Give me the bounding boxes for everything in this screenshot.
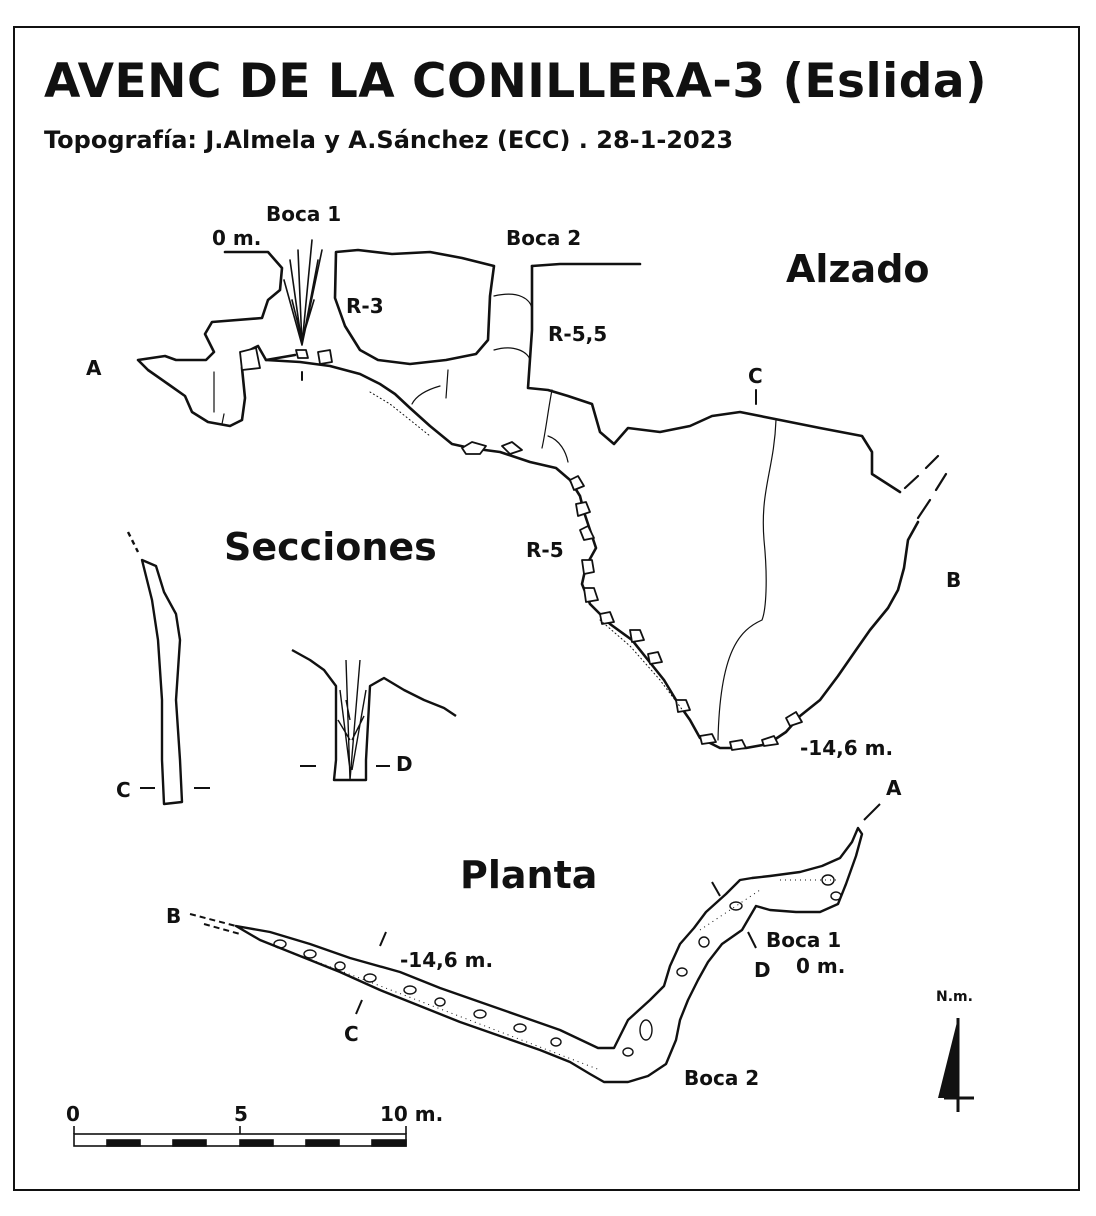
inner-line-r55 xyxy=(494,294,532,360)
section-c-dash xyxy=(128,532,138,552)
label-alzado-a: A xyxy=(86,356,102,380)
vegetation-section-d xyxy=(338,660,366,780)
label-r3: R-3 xyxy=(346,294,384,318)
scale-bar xyxy=(74,1126,406,1146)
label-alzado-bottom-depth: -14,6 m. xyxy=(800,736,894,760)
inner-line-r5 xyxy=(542,390,568,462)
label-planta-b: B xyxy=(166,904,182,928)
plan-tick-a xyxy=(864,804,880,820)
map-title-place: (Eslida) xyxy=(782,54,988,109)
label-planta-boca1-depth: 0 m. xyxy=(796,954,846,978)
surface-line-right xyxy=(528,266,900,492)
view-label-secciones: Secciones xyxy=(224,525,437,569)
vegetation-boca1 xyxy=(284,240,322,345)
north-label: N.m. xyxy=(936,989,973,1005)
label-alzado-b: B xyxy=(946,568,962,592)
scale-label-5: 5 xyxy=(234,1102,248,1126)
map-subtitle: Topografía: J.Almela y A.Sánchez (ECC) . 28-1-2023 xyxy=(44,126,734,154)
dashed-continuation-b xyxy=(905,456,946,518)
plan-dashed-b xyxy=(190,914,240,934)
label-planta-boca2: Boca 2 xyxy=(684,1066,760,1090)
north-arrow-icon xyxy=(938,1018,974,1112)
plan-tick-c2 xyxy=(356,1000,362,1014)
label-planta-boca1: Boca 1 xyxy=(766,928,842,952)
label-boca1-depth: 0 m. xyxy=(212,226,262,250)
view-label-alzado: Alzado xyxy=(786,247,930,291)
surface-line-left xyxy=(138,252,295,426)
section-d-shape xyxy=(292,650,456,780)
label-boca1: Boca 1 xyxy=(266,202,342,226)
label-alzado-c: C xyxy=(748,364,763,388)
section-c-shape xyxy=(142,560,182,804)
plan-tick-d1 xyxy=(712,882,720,896)
surface-top-right xyxy=(532,264,640,266)
map-title: AVENC DE LA CONILLERA-3 (Eslida) xyxy=(44,54,988,109)
scale-label-0: 0 xyxy=(66,1102,80,1126)
plan-tick-c1 xyxy=(380,932,386,946)
alzado-profile xyxy=(138,240,946,750)
label-planta-depth: -14,6 m. xyxy=(400,948,494,972)
label-boca2: Boca 2 xyxy=(506,226,582,250)
label-planta-c: C xyxy=(344,1022,359,1046)
label-section-c: C xyxy=(116,778,131,802)
label-section-d: D xyxy=(396,752,413,776)
label-planta-d: D xyxy=(754,958,771,982)
inner-line-left xyxy=(214,370,448,424)
scale-label-10: 10 m. xyxy=(380,1102,444,1126)
label-r55: R-5,5 xyxy=(548,322,608,346)
label-planta-a: A xyxy=(886,776,902,800)
plan-tick-d2 xyxy=(748,932,756,948)
view-label-planta: Planta xyxy=(460,853,598,897)
inner-line-c xyxy=(718,420,776,740)
label-r5: R-5 xyxy=(526,538,564,562)
